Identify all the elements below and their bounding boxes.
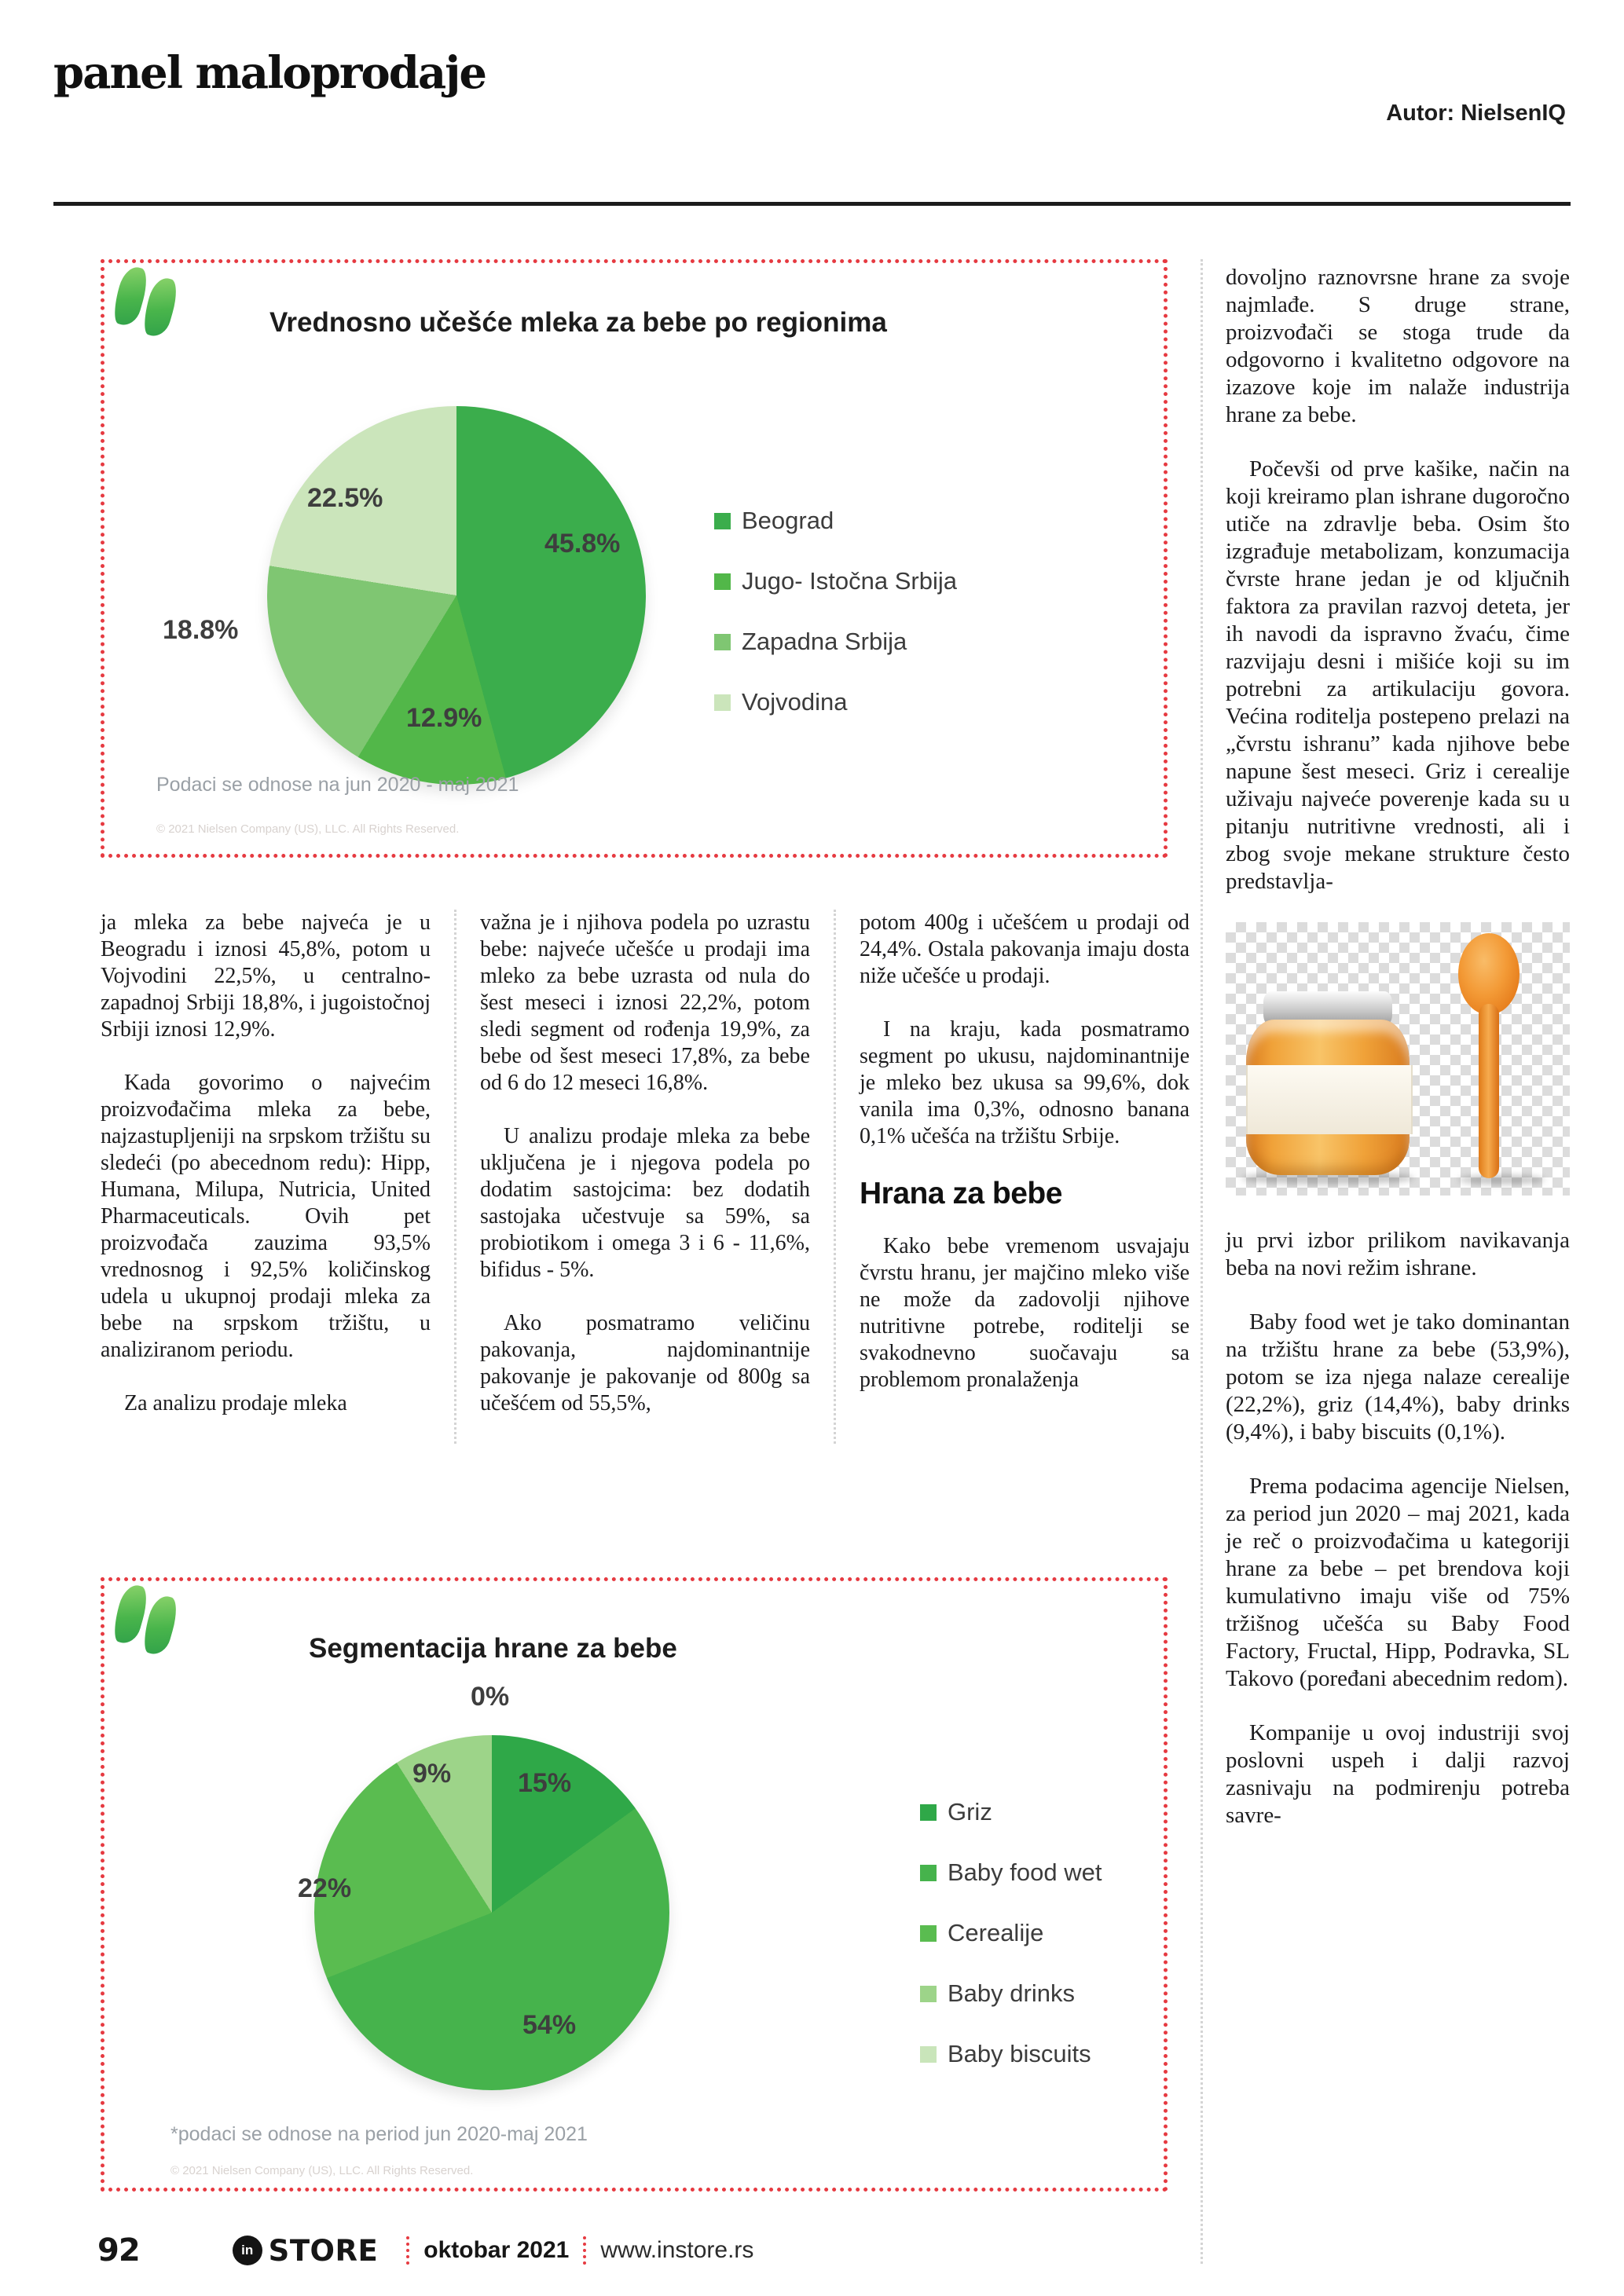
sidebar-column xyxy=(1226,264,1570,1856)
paragraph: I na kraju, kada posmatramo segment po ukusu, najdominantnije je mleko bez ukusa sa 99,6%, dok vanila ima 0,3%, odnosno banana 0,1% učešća na tržištu Srbije. xyxy=(860,1017,1190,1148)
paragraph: ja mleka za bebe najveća je u Beogradu i iznosi 45,8%, potom u Vojvodini 22,5%, u centralno-zapadnoj Srbiji 18,8%, i jugoistočnoj Srbiji iznosi 12,9%. xyxy=(101,910,431,1042)
page-title: panel maloprodaje xyxy=(53,47,486,99)
legend-label: Vojvodina xyxy=(742,688,848,716)
article-columns xyxy=(101,910,1194,1444)
article-column-2 xyxy=(454,910,810,1444)
author-byline: Autor: NielsenIQ xyxy=(1386,101,1566,126)
legend-item xyxy=(920,1798,1102,1826)
chart-title: Vrednosno učešće mleka za bebe po regionima xyxy=(269,307,887,338)
paragraph: potom 400g i učešćem u prodaji od 24,4%. Ostala pakovanja imaju dosta niže učešće u prodaji. xyxy=(860,910,1190,988)
legend-label: Baby drinks xyxy=(948,1979,1075,2007)
website-link[interactable]: www.instore.rs xyxy=(600,2237,754,2263)
legend-item xyxy=(920,1979,1102,2008)
spoon-icon xyxy=(1458,933,1520,1015)
footer-divider-icon xyxy=(406,2236,409,2265)
pie-slice-label: 9% xyxy=(412,1759,452,1789)
legend-swatch xyxy=(920,1925,937,1942)
legend-label: Griz xyxy=(948,1798,992,1825)
paragraph: Baby food wet je tako dominantan na tržištu hrane za bebe (53,9%), potom se iza njega nalaze cerealije (22,2%), griz (14,4%), baby drinks (9,4%), i baby biscuits (0,1%). xyxy=(1226,1309,1570,1445)
legend-label: Baby food wet xyxy=(948,1858,1102,1886)
paragraph: Ako posmatramo veličinu pakovanja, najdominantnije pakovanje je pakovanje od 800g sa učešćem od 55,5%, xyxy=(480,1311,810,1415)
pie-slice-label: 22.5% xyxy=(307,483,383,513)
paragraph: važna je i njihova podela po uzrastu bebe: najveće učešće u prodaji ima mleko za bebe uzrasta od nula do šest meseci i iznosi 22,2%, potom sledi segment od rođenja 19,9%, za bebe od šest meseci 17,8%, za bebe od 6 do 12 meseci 16,8%. xyxy=(480,910,810,1095)
legend-item xyxy=(920,1919,1102,1947)
pie-slice-label: 54% xyxy=(522,2010,577,2040)
header-divider xyxy=(53,202,1571,206)
chart-title: Segmentacija hrane za bebe xyxy=(309,1633,677,1664)
instore-logo-icon: in xyxy=(233,2236,262,2265)
spoon-handle xyxy=(1479,1004,1499,1178)
jar-label xyxy=(1246,1065,1413,1134)
legend-swatch xyxy=(920,1804,937,1821)
chart-legend xyxy=(920,1798,1102,2100)
page-number: 92 xyxy=(97,2232,140,2269)
legend-label: Baby biscuits xyxy=(948,2040,1091,2067)
pie-slice-label: 15% xyxy=(518,1768,572,1798)
column-divider xyxy=(1201,259,1203,2264)
paragraph: Prema podacima agencije Nielsen, za period jun 2020 – maj 2021, kada je reč o proizvođačima u kategoriji hrane za bebe – pet brendova koji kumulativno imaju više od 75% tržišnog učešća su Baby Food Factory, Fructal, Hipp, Podravka, SL Takovo (poređani abecednim redom). xyxy=(1226,1474,1570,1691)
paragraph: Kada govorimo o najvećim proizvođačima mleka za bebe, najzastupljeniji na srpskom tržištu su sledeći (po abecednom redu): Hipp, Humana, Milupa, Nutricia, United Pharmaceuticals. Ovih pet proizvođača zauzima 93,5% vrednosnog i 92,5% količinskog udela u ukupnoj prodaji mleka za bebe na srpskom tržištu, u analiziranom periodu. xyxy=(101,1071,431,1362)
paragraph: Počevši od prve kašike, način na koji kreiramo plan ishrane dugoročno utiče na zdravlje beba. Osim što izgrađuje metabolizam, konzumacija čvrste hrane jedan je od ključnih faktora za pravilan razvoj deteta, jer ih navodi da ispravno žvaću, čime razvijaju desni i mišiće koji su im potrebni za artikulaciju govora. Većina roditelja postepeno prelazi na „čvrstu ishranu” kada njihove bebe napune šest meseci. Griz i cerealije uživaju najveće poverenje kada su u pitanju nutritivne vrednosti, ali i zbog svoje mekane strukture često predstavlja- xyxy=(1226,456,1570,894)
issue-date: oktobar 2021 xyxy=(423,2237,570,2263)
pie-slice-label: 0% xyxy=(471,1682,510,1712)
chart-legend xyxy=(714,507,957,749)
legend-label: Zapadna Srbija xyxy=(742,628,907,655)
pie-chart-food-segmentation xyxy=(314,1735,669,2090)
spoon-shadow xyxy=(1458,1175,1545,1185)
legend-label: Jugo- Istočna Srbija xyxy=(742,567,957,595)
chart-box-food-segmentation xyxy=(101,1577,1168,2192)
legend-item xyxy=(920,2040,1102,2068)
chart-copyright: © 2021 Nielsen Company (US), LLC. All Rights Reserved. xyxy=(170,2164,474,2177)
store-logo: STORE xyxy=(268,2233,379,2268)
pie-slice-label: 12.9% xyxy=(406,703,482,733)
legend-item xyxy=(920,1858,1102,1887)
quote-leaf-icon xyxy=(111,266,186,342)
section-heading-hrana-za-bebe: Hrana za bebe xyxy=(860,1177,1062,1210)
legend-swatch xyxy=(714,694,731,711)
paragraph: U analizu prodaje mleka za bebe uključena je i njegova podela po dodatim sastojcima: bez dodatih sastojaka učestvuje sa 59%, sa probiotikom i omega 3 i 6 - 11,6%, bifidus - 5%. xyxy=(480,1124,810,1282)
legend-label: Beograd xyxy=(742,507,834,534)
chart-footnote: Podaci se odnose na jun 2020 - maj 2021 xyxy=(156,774,519,796)
paragraph: Kompanije u ovoj industriji svoj poslovni uspeh i dalji razvoj zasnivaju na podmirenju potreba savre- xyxy=(1226,1720,1570,1828)
pie-slice-label: 22% xyxy=(298,1873,352,1903)
quote-leaf-icon xyxy=(111,1584,186,1660)
legend-item xyxy=(714,688,957,716)
paragraph: Kako bebe vremenom usvajaju čvrstu hranu, jer majčino mleko više ne može da zadovolji njihove nutritivne potrebe, roditelji se svakodnevno suočavaju sa problemom pronalaženja xyxy=(860,1234,1190,1392)
legend-item xyxy=(714,567,957,595)
legend-swatch xyxy=(920,1865,937,1881)
pie-slice-label: 18.8% xyxy=(163,615,239,645)
article-column-3 xyxy=(834,910,1190,1444)
paragraph: ju prvi izbor prilikom navikavanja beba na novi režim ishrane. xyxy=(1226,1228,1570,1280)
legend-label: Cerealije xyxy=(948,1919,1044,1946)
legend-swatch xyxy=(920,2046,937,2063)
baby-food-jar-image xyxy=(1226,922,1570,1196)
footer-divider-icon xyxy=(583,2236,586,2265)
chart-footnote: *podaci se odnose na period jun 2020-maj 2021 xyxy=(170,2123,588,2145)
legend-swatch xyxy=(714,513,731,529)
chart-copyright: © 2021 Nielsen Company (US), LLC. All Rights Reserved. xyxy=(156,822,460,836)
paragraph: dovoljno raznovrsne hrane za svoje najmlađe. S druge strane, proizvođači se stoga trude da odgovorno i kvalitetno odgovore na izazove koje im nalaže industrija hrane za bebe. xyxy=(1226,265,1570,427)
paragraph: Za analizu prodaje mleka xyxy=(124,1391,347,1415)
pie-slice-label: 45.8% xyxy=(544,529,621,558)
page-footer xyxy=(97,2232,753,2269)
article-column-1 xyxy=(101,910,431,1444)
legend-item xyxy=(714,507,957,535)
legend-swatch xyxy=(714,634,731,650)
legend-swatch xyxy=(920,1986,937,2002)
legend-item xyxy=(714,628,957,656)
chart-box-milk-regions xyxy=(101,259,1168,858)
legend-swatch xyxy=(714,573,731,590)
